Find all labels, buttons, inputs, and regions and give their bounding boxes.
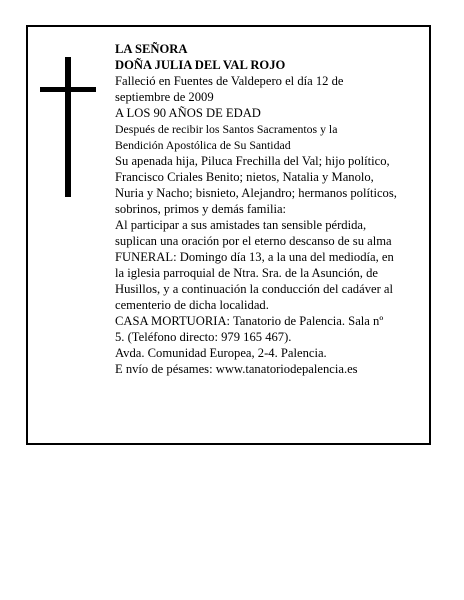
condolences-line: E nvío de pésames: www.tanatoriodepalencia.es	[115, 362, 358, 376]
sacraments-line-2: Bendición Apostólica de Su Santidad	[115, 138, 291, 152]
mortuary-line: Avda. Comunidad Europea, 2-4. Palencia.	[115, 346, 327, 360]
mortuary-line: 5. (Teléfono directo: 979 165 467).	[115, 330, 292, 344]
age-line: A LOS 90 AÑOS DE EDAD	[115, 106, 261, 120]
cross-icon	[40, 57, 96, 197]
funeral-line: FUNERAL: Domingo día 13, a la una del mediodía, en	[115, 250, 394, 264]
deceased-name: DOÑA JULIA DEL VAL ROJO	[115, 58, 286, 72]
death-line-1: Falleció en Fuentes de Valdepero el día 12 de	[115, 74, 344, 88]
family-line: Francisco Criales Benito; nietos, Natalia y Manolo,	[115, 170, 374, 184]
funeral-line: cementerio de dicha localidad.	[115, 298, 269, 312]
cross-horizontal-bar	[40, 87, 96, 92]
request-line: Al participar a sus amistades tan sensible pérdida,	[115, 218, 367, 232]
obituary-notice	[26, 25, 431, 445]
death-line-2: septiembre de 2009	[115, 90, 214, 104]
family-line: Su apenada hija, Piluca Frechilla del Val; hijo político,	[115, 154, 390, 168]
cross-vertical-bar	[65, 57, 71, 197]
request-line: suplican una oración por el eterno descanso de su alma	[115, 234, 392, 248]
family-line: Nuria y Nacho; bisnieto, Alejandro; hermanos políticos,	[115, 186, 397, 200]
funeral-line: Husillos, y a continuación la conducción del cadáver al	[115, 282, 394, 296]
sacraments-line-1: Después de recibir los Santos Sacramentos y la	[115, 122, 338, 136]
family-line: sobrinos, primos y demás familia:	[115, 202, 287, 216]
notice-text	[115, 41, 421, 377]
funeral-line: la iglesia parroquial de Ntra. Sra. de la Asunción, de	[115, 266, 378, 280]
notice-title: LA SEÑORA	[115, 42, 188, 56]
mortuary-line: CASA MORTUORIA: Tanatorio de Palencia. Sala nº	[115, 314, 384, 328]
